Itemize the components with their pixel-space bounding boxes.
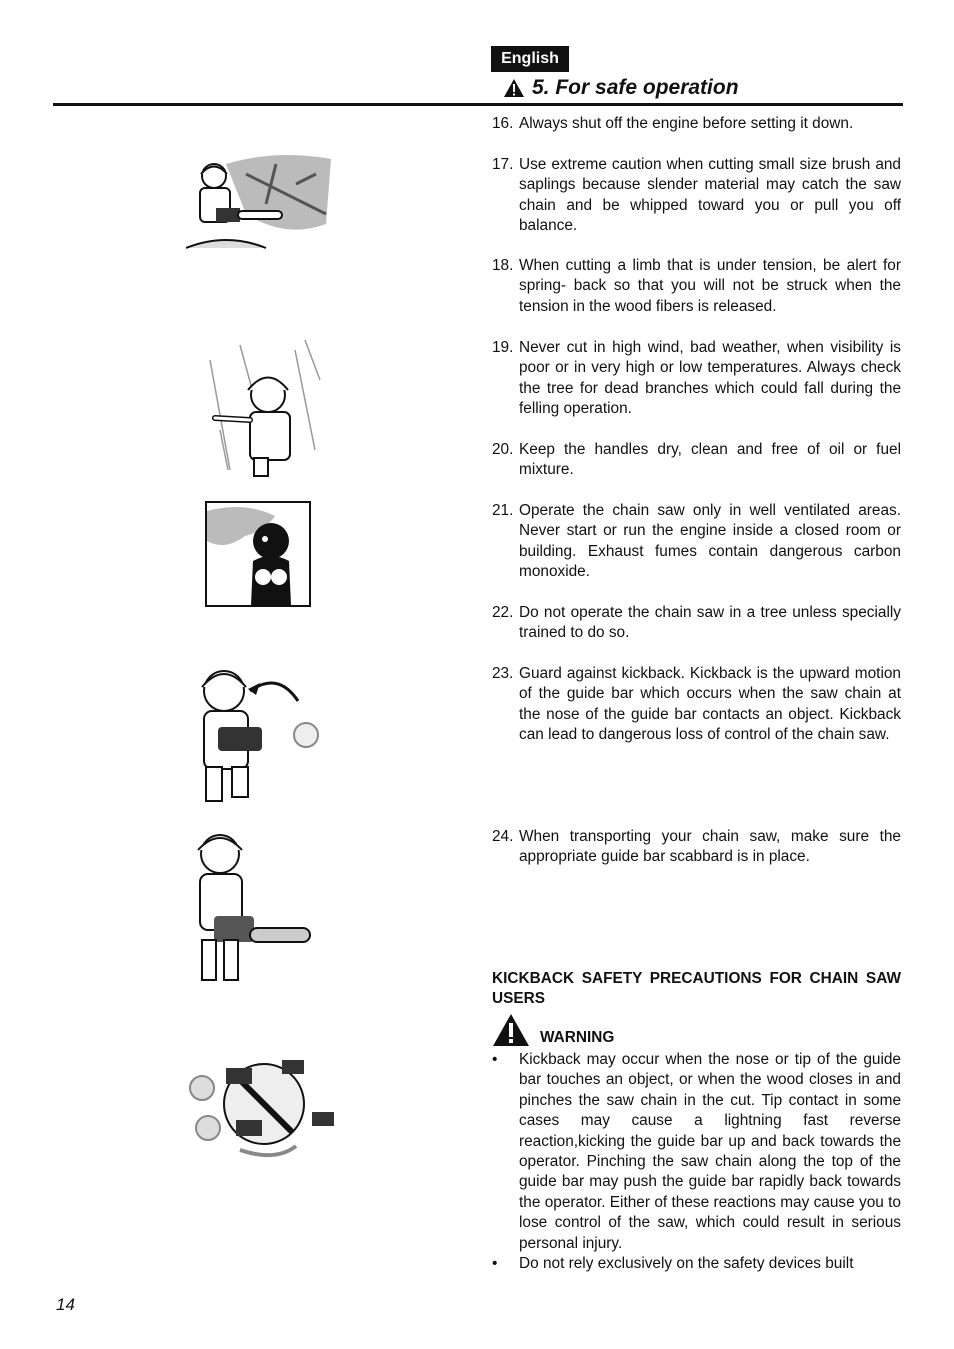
item-text: When transporting your chain saw, make sure the appropriate guide bar scabbard is in place.: [519, 828, 901, 866]
illustration-exhaust-fumes: [205, 501, 311, 607]
list-item: [492, 256, 901, 317]
section-title-text: 5. For safe operation: [532, 76, 739, 99]
list-item: [492, 1050, 901, 1254]
illustration-kickback-zones: [186, 1054, 342, 1162]
list-item: [492, 603, 901, 644]
item-text: Keep the handles dry, clean and free of oil or fuel mixture.: [519, 441, 901, 479]
list-item: [492, 1254, 901, 1274]
item-number: 18.: [492, 257, 514, 274]
list-item: [492, 501, 901, 583]
bullet-text: Kickback may occur when the nose or tip of the guide bar touches an object, or when the wood closes in and pinches the saw chain in the cut. Tip contact in some cases may cause a lightning fast reverse reaction,kicking the guide bar up and back towards the operator. Pinching the saw chain along the top of the guide bar may push the guide bar rapidly back towards the operator. Either of these reactions may cause you to lose control of the saw, which could result in serious personal injury.: [519, 1051, 901, 1252]
item-number: 19.: [492, 339, 514, 356]
header-rule: [53, 103, 903, 106]
illustration-bad-weather: [200, 340, 326, 480]
item-number: 23.: [492, 665, 514, 682]
kickback-heading: KICKBACK SAFETY PRECAUTIONS FOR CHAIN SAW USERS: [492, 970, 901, 1008]
item-text: Guard against kickback. Kickback is the upward motion of the guide bar which occurs when the saw chain at the nose of the guide bar contacts an object. Kickback can lead to dangerous loss of control of the chain saw.: [519, 665, 901, 744]
list-item: [492, 664, 901, 746]
item-text: Use extreme caution when cutting small size brush and saplings because slender material may catch the saw chain and be whipped toward you or pull you off balance.: [519, 156, 901, 235]
bullet-mark: •: [492, 1255, 498, 1273]
illustration-transporting-saw: [186, 828, 314, 984]
illustration-cutting-saplings: [186, 154, 332, 252]
list-item: [492, 155, 901, 237]
item-number: 17.: [492, 156, 514, 173]
page-number: 14: [56, 1295, 75, 1314]
item-text: Operate the chain saw only in well ventilated areas. Never start or run the engine inside a closed room or building. Exhaust fumes contain dangerous carbon monoxide.: [519, 502, 901, 581]
warning-triangle-icon: [503, 78, 525, 98]
item-number: 24.: [492, 828, 514, 845]
warning-label-row: [492, 1013, 614, 1047]
illustration-kickback: [188, 661, 324, 809]
warning-label: WARNING: [540, 1029, 615, 1046]
item-number: 22.: [492, 604, 514, 621]
list-item: [492, 338, 901, 420]
bullet-mark: •: [492, 1051, 498, 1068]
item-text: Do not operate the chain saw in a tree unless specially trained to do so.: [519, 604, 901, 642]
warning-triangle-icon: [492, 1013, 530, 1047]
item-text: Always shut off the engine before setting it down.: [519, 115, 854, 132]
list-item: [492, 440, 901, 481]
section-title: [503, 76, 739, 100]
item-text: When cutting a limb that is under tension, be alert for spring- back so that you will not be struck when the tension in the wood fibers is released.: [519, 257, 901, 315]
item-number: 20.: [492, 441, 514, 458]
bullet-text: Do not rely exclusively on the safety devices built: [519, 1255, 854, 1273]
list-item: [492, 827, 901, 868]
list-item: [492, 114, 901, 134]
item-text: Never cut in high wind, bad weather, when visibility is poor or in very high or low temperatures. Always check the tree for dead branches which could fall during the felling operation.: [519, 339, 901, 418]
language-tab: English: [491, 46, 569, 72]
item-number: 21.: [492, 502, 514, 519]
kickback-bullets: [492, 1050, 901, 1274]
item-number: 16.: [492, 115, 514, 132]
